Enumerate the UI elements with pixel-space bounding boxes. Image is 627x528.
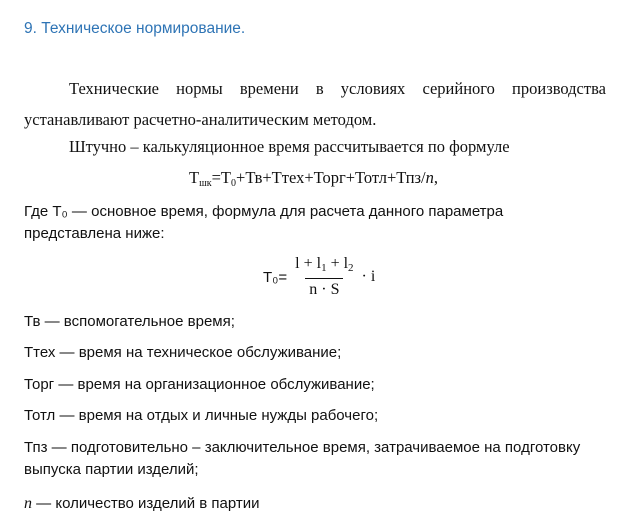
paragraph-formula-intro: Штучно – калькуляционное время рассчитывается по формуле <box>69 137 510 156</box>
formula-end: , <box>433 168 439 187</box>
formula2-multiplier: · i <box>361 268 376 285</box>
definition-item: Тв — вспомогательное время; <box>24 313 235 330</box>
definition-item: Тпз — подготовительно – заключительное время, затрачиваемое на подготовку выпуска партии изделий; <box>24 439 581 478</box>
formula2-lhs: Т₀= <box>263 268 288 286</box>
definition-item: Тотл — время на отдых и личные нужды рабочего; <box>24 407 379 424</box>
word: условиях <box>340 79 406 98</box>
formula2-numerator <box>291 255 357 278</box>
word: времени <box>239 79 299 98</box>
paragraph-norms-line1 <box>24 73 606 104</box>
formula-rhs-subscript: 0 <box>231 178 237 189</box>
paragraph-norms-line2: устанавливают расчетно-аналитическим методом. <box>24 110 377 129</box>
section-heading: 9. Техническое нормирование. <box>24 20 246 37</box>
paragraph-norms <box>24 73 606 135</box>
definition-n-text: — количество изделий в партии <box>32 495 260 512</box>
formula-n: n <box>425 168 434 187</box>
definition-n-symbol: n <box>24 495 32 512</box>
word: производства <box>512 79 606 98</box>
formula-lhs: Т <box>188 168 200 187</box>
definition-item: Торг — время на организационное обслуживание; <box>24 376 375 393</box>
word: в <box>315 79 324 98</box>
num-part: + l <box>326 255 349 272</box>
num-subscript: 1 <box>321 262 327 274</box>
definition-item-n <box>24 493 584 515</box>
formula2-denominator: n · S <box>305 278 343 299</box>
num-part: l + l <box>295 255 322 272</box>
formula-piece-time <box>0 168 627 189</box>
word: Технические <box>69 79 159 98</box>
num-subscript: 2 <box>348 262 354 274</box>
formula2-fraction <box>291 255 357 299</box>
formula-rhs-prefix: =Т <box>211 168 232 187</box>
word: серийного <box>422 79 495 98</box>
formula-main-time <box>263 255 375 299</box>
word: нормы <box>176 79 223 98</box>
paragraph-main-time: Где Т₀ — основное время, формула для расчета данного параметра представлена ниже: <box>24 203 504 242</box>
definition-item: Ттех — время на техническое обслуживание; <box>24 344 342 361</box>
formula-rhs-rest: +Тв+Ттех+Торг+Тотл+Тпз/ <box>236 168 426 187</box>
formula-lhs-subscript: шк <box>199 178 212 189</box>
